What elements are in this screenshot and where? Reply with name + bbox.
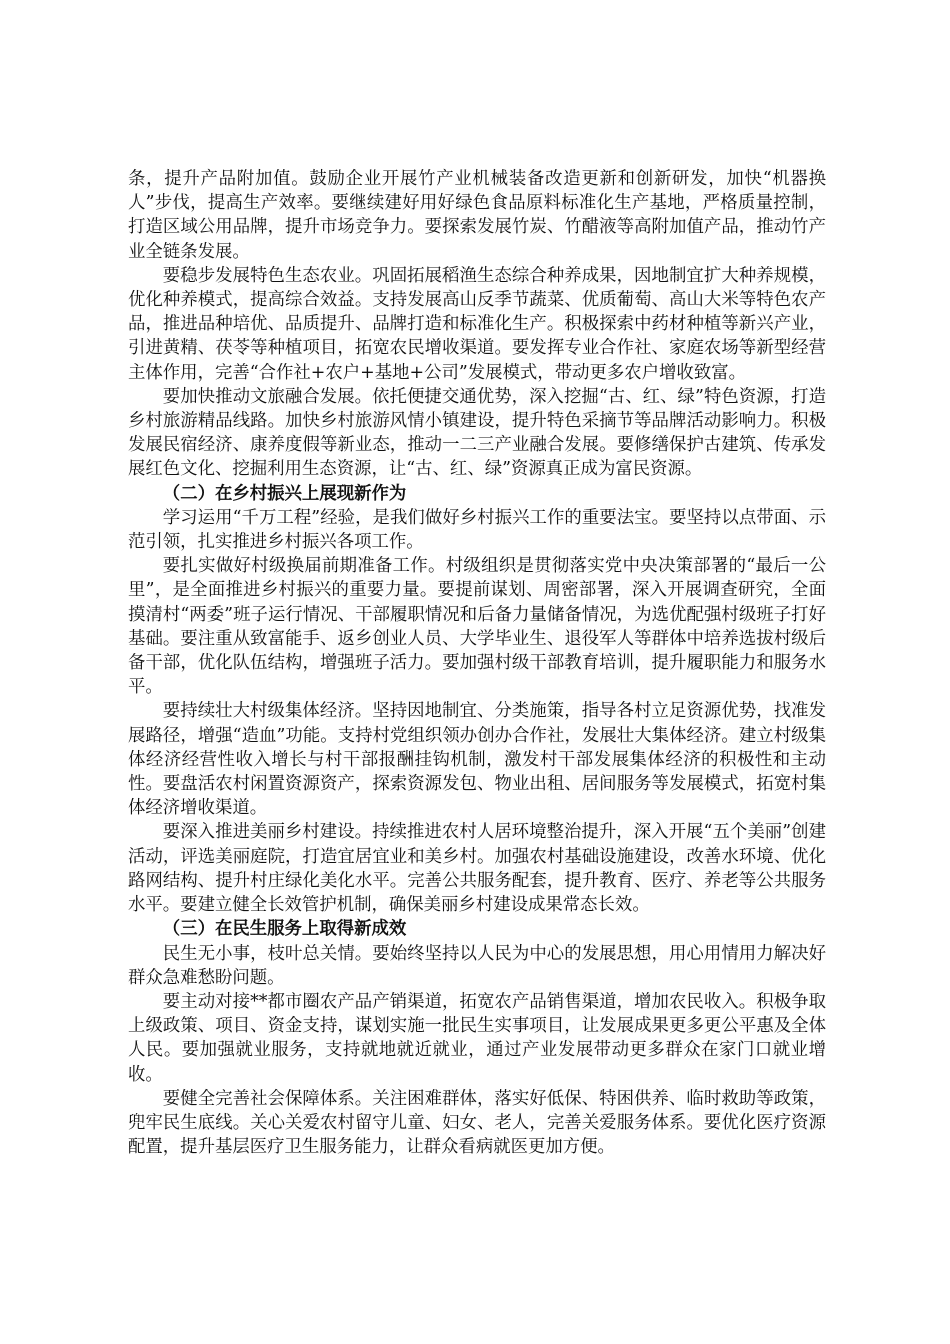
paragraph-farm-products-sales: 要主动对接**都市圈农产品产销渠道，拓宽农产品销售渠道，增加农民收入。积极争取上级政策、项目、资金支持，谋划实施一批民生实事项目，让发展成果更多更公平惠及全体人民。要加强就业服务，支持就地就近就业，通过产业发展带动更多群众在家门口就业增收。 xyxy=(128,991,826,1085)
paragraph-village-election: 要扎实做好村级换届前期准备工作。村级组织是贯彻落实党中央决策部署的“最后一公里”，是全面推进乡村振兴的重要力量。要提前谋划、周密部署，深入开展调查研究，全面摸清村“两委”班子运行情况、干部履职情况和后备力量储备情况，为选优配强村级班子打好基础。要注重从致富能手、返乡创业人员、大学毕业生、退役军人等群体中培养选拔村级后备干部，优化队伍结构，增强班子活力。要加强村级干部教育培训，提升履职能力和服务水平。 xyxy=(128,556,826,698)
paragraph-bamboo-industry: 条，提升产品附加值。鼓励企业开展竹产业机械装备改造更新和创新研发，加快“机器换人”步伐，提高生产效率。要继续建好用好绿色食品原料标准化生产基地，严格质量控制，打造区域公用品牌，提升市场竞争力。要探索发展竹炭、竹醋液等高附加值产品，推动竹产业全链条发展。 xyxy=(128,169,826,262)
paragraph-collective-economy: 要持续壮大村级集体经济。坚持因地制宜、分类施策，指导各村立足资源优势，找准发展路径，增强“造血”功能。支持村党组织领办创办合作社，发展壮大集体经济。建立村级集体经济经营性收入增长与村干部报酬挂钩机制，激发村干部发展集体经济的积极性和主动性。要盘活农村闲置资源资产，探索资源发包、物业出租、居间服务等发展模式，拓宽村集体经济增收渠道。 xyxy=(128,701,826,819)
paragraph-social-security: 要健全完善社会保障体系。关注困难群体，落实好低保、特困供养、临时救助等政策，兜牢民生底线。关心关爱农村留守儿童、妇女、老人，完善关爱服务体系。要优化医疗资源配置，提升基层医疗卫生服务能力，让群众看病就医更加方便。 xyxy=(128,1088,826,1158)
document-body xyxy=(128,167,826,1159)
paragraph-beautiful-village: 要深入推进美丽乡村建设。持续推进农村人居环境整治提升，深入开展“五个美丽”创建活动，评选美丽庭院，打造宜居宜业和美乡村。加强农村基础设施建设，改善水环境、优化路网结构、提升村庄绿化美化水平。完善公共服务配套，提升教育、医疗、养老等公共服务水平。要建立健全长效管护机制，确保美丽乡村建设成果常态长效。 xyxy=(128,822,826,916)
paragraph-culture-tourism: 要加快推动文旅融合发展。依托便捷交通优势，深入挖掘“古、红、绿”特色资源，打造乡村旅游精品线路。加快乡村旅游风情小镇建设，提升特色采摘节等品牌活动影响力。积极发展民宿经济、康养度假等新业态，推动一二三产业融合发展。要修缮保护古建筑、传承发展红色文化、挖掘利用生态资源，让“古、红、绿”资源真正成为富民资源。 xyxy=(128,386,826,480)
paragraph-livelihood-intro: 民生无小事，枝叶总关情。要始终坚持以人民为中心的发展思想，用心用情用力解决好群众急难愁盼问题。 xyxy=(128,943,826,988)
section-heading-rural-revitalization: （二）在乡村振兴上展现新作为 xyxy=(162,483,407,504)
section-heading-livelihood-services: （三）在民生服务上取得新成效 xyxy=(162,919,407,940)
paragraph-qianwan-project: 学习运用“千万工程”经验，是我们做好乡村振兴工作的重要法宝。要坚持以点带面、示范引领，扎实推进乡村振兴各项工作。 xyxy=(128,507,826,553)
paragraph-ecological-agriculture: 要稳步发展特色生态农业。巩固拓展稻渔生态综合种养成果，因地制宜扩大种养规模，优化种养模式，提高综合效益。支持发展高山反季节蔬菜、优质葡萄、高山大米等特色农产品，推进品种培优、品质提升、品牌打造和标准化生产。积极探索中药材种植等新兴产业，引进黄精、茯苓等种植项目，拓宽农民增收渠道。要发挥专业合作社、家庭农场等新型经营主体作用，完善“合作社+农户+基地+公司”发展模式，带动更多农户增收致富。 xyxy=(128,265,826,383)
